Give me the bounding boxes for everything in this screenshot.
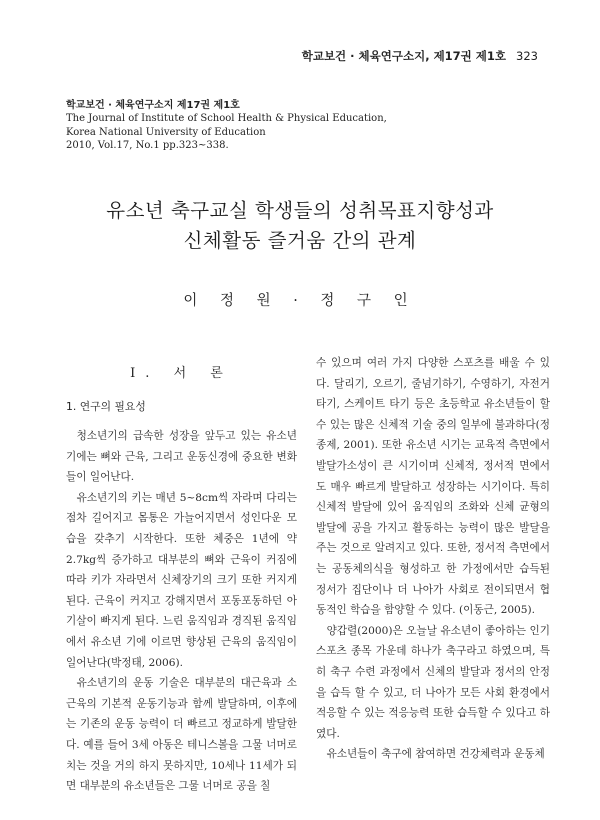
page-number: 323 bbox=[516, 49, 538, 63]
left-column bbox=[66, 362, 297, 797]
body-paragraph: 유소년들이 축구에 참여하면 건강체력과 운동체 bbox=[326, 748, 545, 761]
citation-block bbox=[66, 99, 546, 153]
paper-title-line1: 유소년 축구교실 학생들의 성취목표지향성과 bbox=[106, 199, 494, 222]
body-paragraph: 청소년기의 급속한 성장을 앞두고 있는 유소년기에는 뼈와 근육, 그리고 운동신경에 중요한 변화들이 일어난다. bbox=[66, 430, 297, 484]
body-paragraph: 유소년기의 운동 기술은 대부분의 대근육과 소근육의 기본적 운동기능과 함께 발달하며, 이후에는 기존의 운동 능력이 더 빠르고 정교하게 발달한다. 예를 들어 3세 아동은 테니스볼을 그물 너머로 치는 것을 거의 하지 못하지만, 10세나 11세가 되면 대부분의 유소년들은 그물 너머로 공을 칠 bbox=[66, 677, 297, 793]
citation-journal-korean: 학교보건 · 체육연구소지 제17권 제1호 bbox=[66, 100, 240, 111]
subsection-heading: 1. 연구의 필요성 bbox=[66, 400, 146, 413]
running-header-journal: 학교보건 · 체육연구소지, 제17권 제1호 bbox=[301, 49, 507, 63]
citation-journal-english: The Journal of Institute of School Health & Physical Education, bbox=[66, 113, 387, 125]
citation-volume-info: 2010, Vol.17, No.1 pp.323~338. bbox=[66, 140, 229, 152]
citation-university: Korea National University of Education bbox=[66, 126, 266, 138]
paper-title bbox=[0, 196, 600, 256]
body-paragraph: 수 있으며 여러 가지 다양한 스포츠를 배울 수 있다. 달리기, 오르기, 줄넘기하기, 수영하기, 자전거타기, 스케이트 타기 등은 초등학교 유소년들이 할 수 있는 많은 신체적 기술 중의 일부에 불과하다(정종제, 2001). 또한 유소년 시기는 교육적 측면에서 발달가소성이 큰 시기이며 신체적, 정서적 면에서도 매우 빠르게 발달하고 성장하는 시기이다. 특히 신체적 발달에 있어 움직임의 조화와 신체 균형의 발달에 공을 가지고 활동하는 능력이 많은 발달을 주는 것으로 알려지고 있다. 또한, 정서적 측면에서는 공동체의식을 형성하고 한 가정에서만 습득된 정서가 집단이나 더 나아가 사회로 전이되면서 협동적인 학습을 함양할 수 있다. (이동근, 2005). bbox=[316, 357, 550, 617]
running-header bbox=[302, 48, 538, 64]
paper-title-line2: 신체활동 즐거움 간의 관계 bbox=[183, 229, 417, 252]
body-paragraph: 유소년기의 키는 매년 5~8cm씩 자라며 다리는 점차 길어지고 몸통은 가늘어지면서 성인다운 모습을 갖추기 시작한다. 또한 체중은 1년에 약 2.7kg씩 증가하고 대부분의 뼈와 근육이 커짐에 따라 키가 자라면서 신체장기의 크기 또한 커지게 된다. 근육이 커지고 강해지면서 포동포동하던 아기살이 빠지게 된다. 느린 움직임과 경직된 움직임에서 유소년 기에 이르면 향상된 근육의 움직임이 일어난다(박정태, 2006). bbox=[66, 491, 297, 669]
body-paragraph: 양갑렬(2000)은 오늘날 유소년이 좋아하는 인기 스포츠 종목 가운데 하나가 축구라고 하였으며, 특히 축구 수련 과정에서 신체의 발달과 정서의 안정을 습득 할 수 있고, 더 나아가 모든 사회 환경에서 적응할 수 있는 적응능력 또한 습득할 수 있다고 하였다. bbox=[316, 624, 550, 740]
paper-authors: 이 정 원 · 정 구 인 bbox=[183, 293, 417, 309]
right-column bbox=[316, 353, 550, 765]
section-heading: Ⅰ. 서 론 bbox=[130, 366, 233, 381]
